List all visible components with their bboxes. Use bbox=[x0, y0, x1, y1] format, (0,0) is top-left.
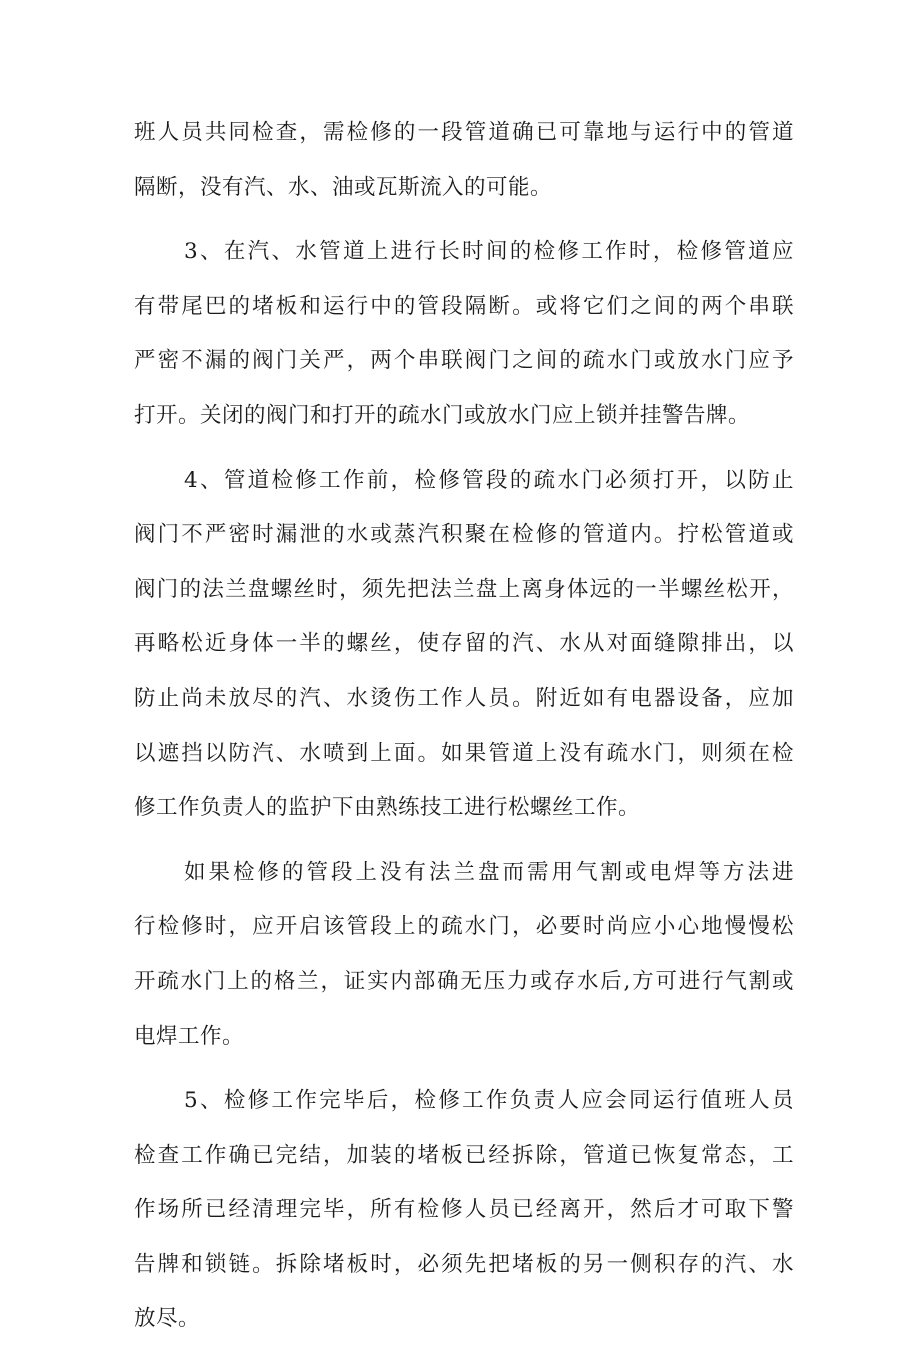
text-line: 5、检修工作完毕后，检修工作负责人应会同运行值班人员 bbox=[184, 1088, 794, 1114]
text-line: 阀门的法兰盘螺丝时，须先把法兰盘上离身体远的一半螺丝松开， bbox=[134, 576, 794, 602]
text-line: 作场所已经清理完毕，所有检修人员已经离开，然后才可取下警 bbox=[134, 1197, 794, 1223]
text-line: 放尽。 bbox=[134, 1306, 201, 1332]
document-body bbox=[134, 106, 794, 1357]
text-line: 4、管道检修工作前，检修管段的疏水门必须打开，以防止 bbox=[184, 467, 794, 493]
text-line: 有带尾巴的堵板和运行中的管段隔断。或将它们之间的两个串联 bbox=[134, 293, 794, 319]
paragraph-welding-note bbox=[134, 846, 794, 1064]
text-line: 检查工作确已完结，加装的堵板已经拆除，管道已恢复常态，工 bbox=[134, 1142, 794, 1168]
text-line: 开疏水门上的格兰，证实内部确无压力或存水后,方可进行气割或 bbox=[134, 968, 794, 994]
paragraph-continuation bbox=[134, 106, 794, 215]
text-line: 如果检修的管段上没有法兰盘而需用气割或电焊等方法进 bbox=[184, 859, 794, 885]
text-line: 行检修时，应开启该管段上的疏水门，必要时尚应小心地慢慢松 bbox=[134, 914, 794, 940]
paragraph-item-5 bbox=[134, 1074, 794, 1347]
text-line: 再略松近身体一半的螺丝，使存留的汽、水从对面缝隙排出，以 bbox=[134, 631, 794, 657]
text-line: 打开。关闭的阀门和打开的疏水门或放水门应上锁并挂警告牌。 bbox=[134, 402, 751, 428]
text-line: 3、在汽、水管道上进行长时间的检修工作时，检修管道应 bbox=[184, 239, 794, 265]
text-line: 电焊工作。 bbox=[134, 1023, 245, 1049]
text-line: 防止尚未放尽的汽、水烫伤工作人员。附近如有电器设备，应加 bbox=[134, 685, 794, 711]
text-line: 修工作负责人的监护下由熟练技工进行松螺丝工作。 bbox=[134, 795, 641, 821]
paragraph-item-4 bbox=[134, 454, 794, 836]
text-line: 阀门不严密时漏泄的水或蒸汽积聚在检修的管道内。拧松管道或 bbox=[134, 522, 794, 548]
text-line: 告牌和锁链。拆除堵板时，必须先把堵板的另一侧积存的汽、水 bbox=[134, 1251, 794, 1277]
paragraph-item-3 bbox=[134, 225, 794, 443]
text-line: 班人员共同检查，需检修的一段管道确已可靠地与运行中的管道 bbox=[134, 120, 794, 145]
text-line: 隔断，没有汽、水、油或瓦斯流入的可能。 bbox=[134, 174, 553, 200]
text-line: 严密不漏的阀门关严，两个串联阀门之间的疏水门或放水门应予 bbox=[134, 348, 794, 374]
text-line: 以遮挡以防汽、水喷到上面。如果管道上没有疏水门，则须在检 bbox=[134, 740, 794, 766]
